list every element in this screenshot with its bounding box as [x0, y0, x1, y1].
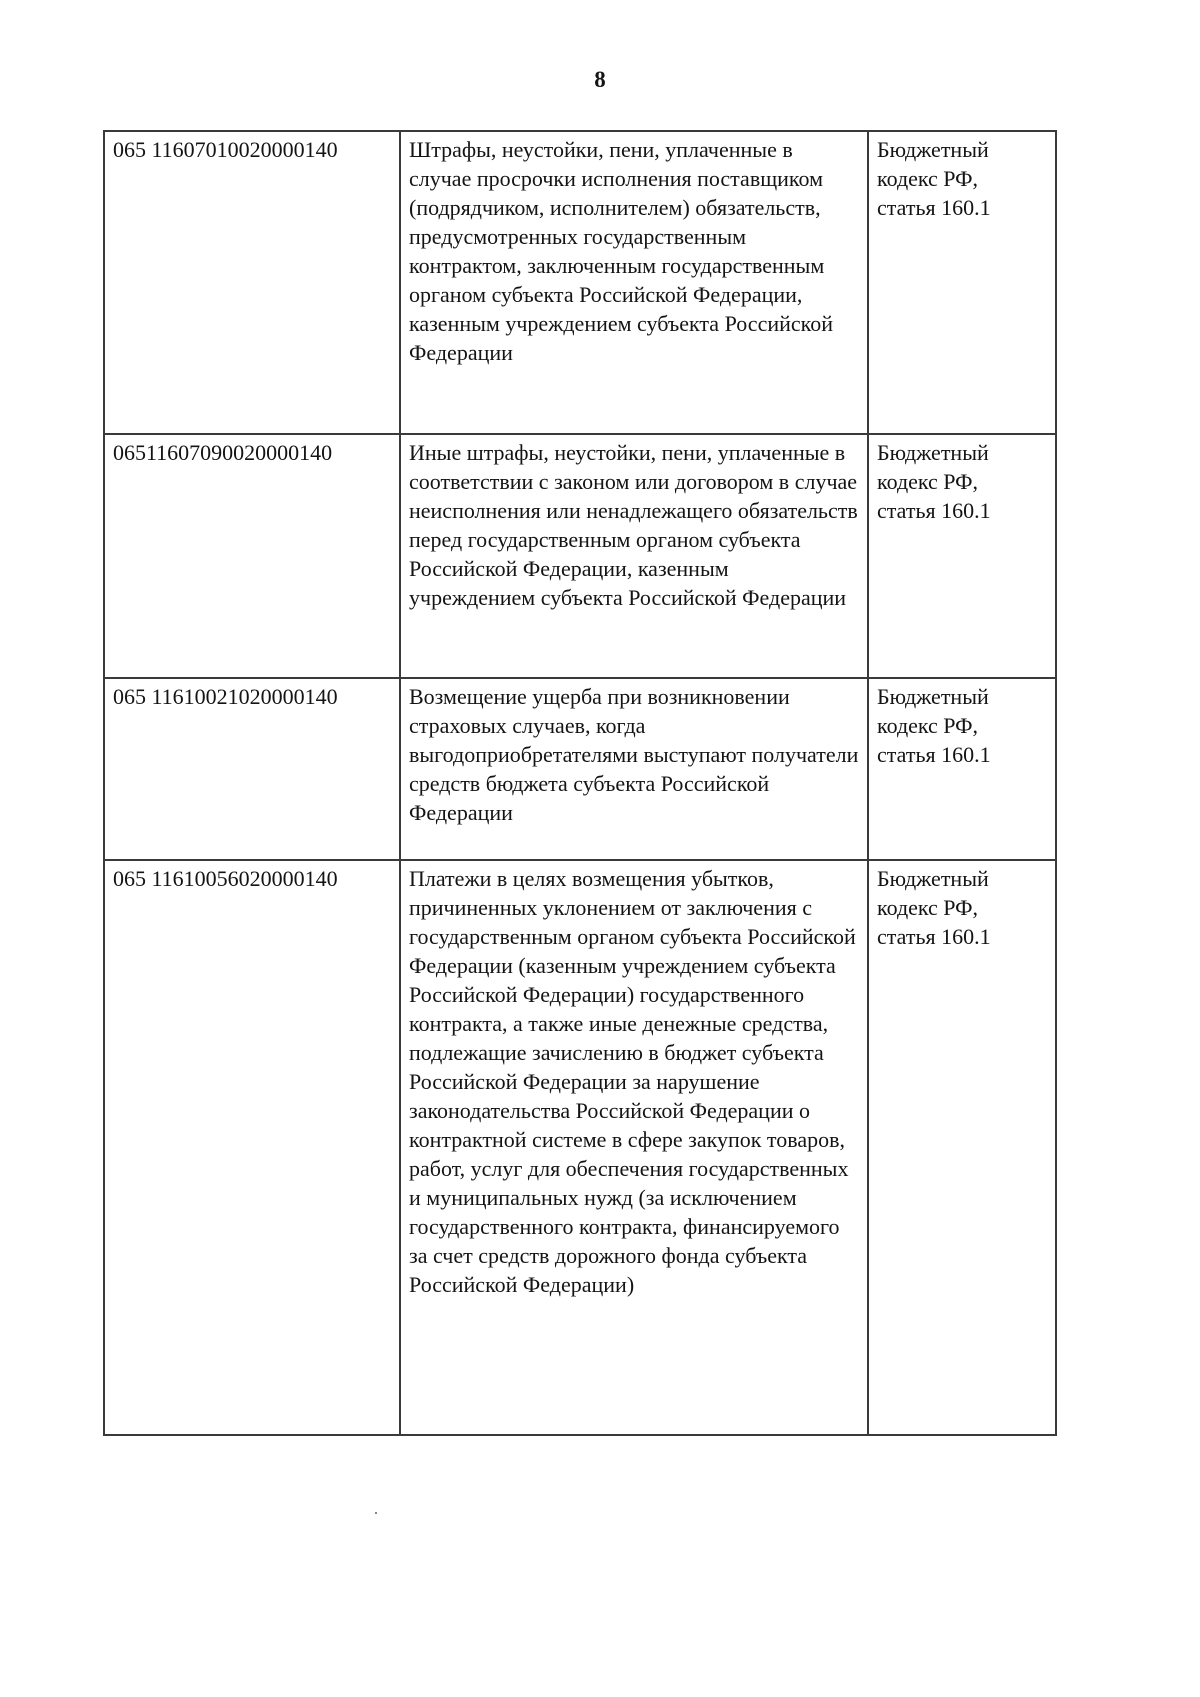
reference-line: статья 160.1	[877, 924, 991, 949]
description-cell: Штрафы, неустойки, пени, уплаченные в случае просрочки исполнения поставщиком (подрядчиком, исполнителем) обязательств, предусмотренных государственным контрактом, заключенным государственным органом субъекта Российской Федерации, казенным учреждением субъекта Российской Федерации	[400, 131, 868, 434]
description-cell: Возмещение ущерба при возникновении страховых случаев, когда выгодоприобретателями выступают получатели средств бюджета субъекта Российской Федерации	[400, 678, 868, 860]
reference-line: кодекс РФ,	[877, 469, 979, 494]
table-row	[104, 131, 1056, 434]
scan-speck	[375, 1512, 377, 1514]
code-cell: 065 11607010020000140	[104, 131, 400, 434]
reference-cell	[868, 434, 1056, 678]
reference-cell	[868, 131, 1056, 434]
reference-cell	[868, 860, 1056, 1435]
reference-line: статья 160.1	[877, 195, 991, 220]
code-cell: 06511607090020000140	[104, 434, 400, 678]
reference-line: кодекс РФ,	[877, 166, 979, 191]
reference-line: кодекс РФ,	[877, 713, 979, 738]
table-row	[104, 678, 1056, 860]
reference-line: Бюджетный	[877, 440, 989, 465]
reference-line: Бюджетный	[877, 137, 989, 162]
description-cell: Иные штрафы, неустойки, пени, уплаченные в соответствии с законом или договором в случае неисполнения или ненадлежащего обязательств перед государственным органом субъекта Российской Федерации, казенным учреждением субъекта Российской Федерации	[400, 434, 868, 678]
description-cell: Платежи в целях возмещения убытков, причиненных уклонением от заключения с государственным органом субъекта Российской Федерации (казенным учреждением субъекта Российской Федерации) государственного контракта, а также иные денежные средства, подлежащие зачислению в бюджет субъекта Российской Федерации за нарушение законодательства Российской Федерации о контрактной системе в сфере закупок товаров, работ, услуг для обеспечения государственных и муниципальных нужд (за исключением государственного контракта, финансируемого за счет средств дорожного фонда субъекта Российской Федерации)	[400, 860, 868, 1435]
reference-line: кодекс РФ,	[877, 895, 979, 920]
code-cell: 065 11610021020000140	[104, 678, 400, 860]
reference-line: Бюджетный	[877, 866, 989, 891]
table-row	[104, 434, 1056, 678]
reference-line: Бюджетный	[877, 684, 989, 709]
budget-codes-table	[103, 130, 1057, 1436]
reference-cell	[868, 678, 1056, 860]
code-cell: 065 11610056020000140	[104, 860, 400, 1435]
reference-line: статья 160.1	[877, 498, 991, 523]
table-row	[104, 860, 1056, 1435]
page-number: 8	[594, 67, 606, 92]
reference-line: статья 160.1	[877, 742, 991, 767]
